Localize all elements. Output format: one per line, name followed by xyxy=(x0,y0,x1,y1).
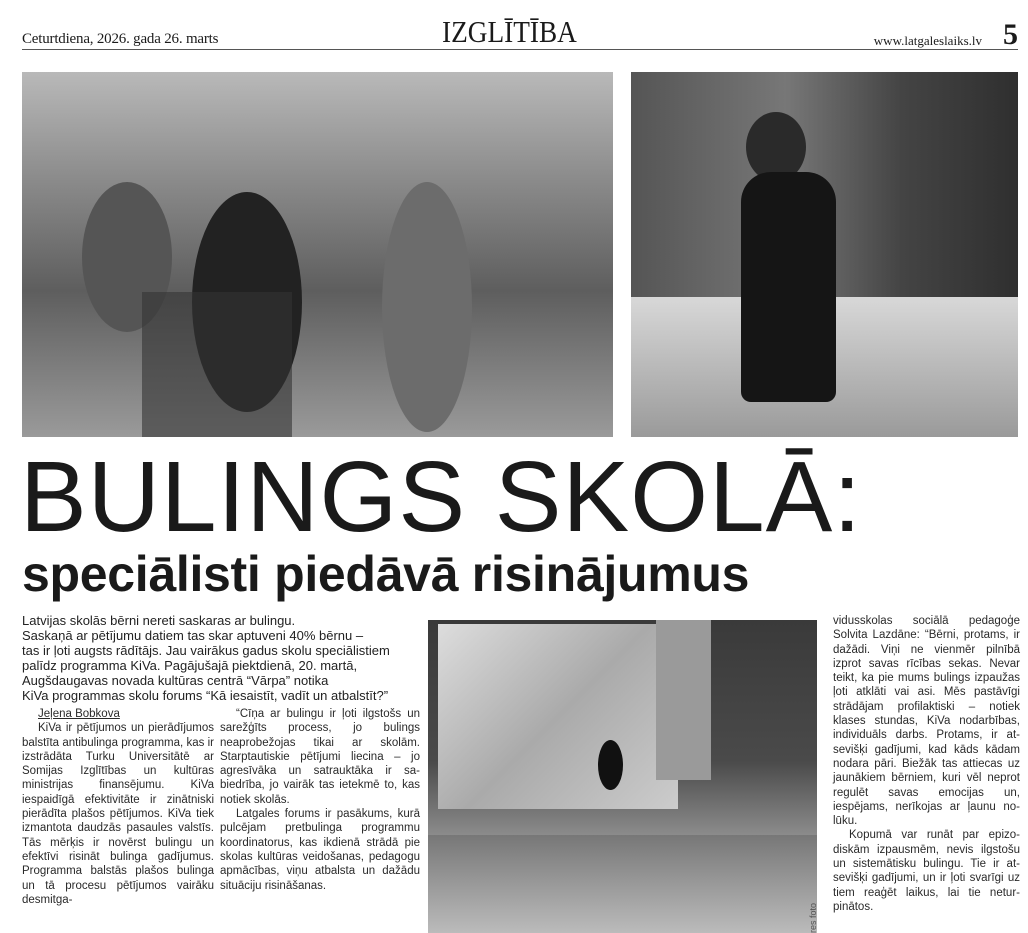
paragraph: Latgales forums ir pasākums, kurā pulcējam pretbulinga programmu koordinatorus, kas ikdienā strādā pie skolas kultūras veidošanas, pedagogu apmācības, viņu atbalsta un dažādu situāciju risināšanas. xyxy=(220,808,420,892)
page-number: 5 xyxy=(1003,18,1018,51)
photo-detail xyxy=(598,740,623,790)
paragraph: vidusskolas sociālā pedagoģe Solvita Lazdāne: “Bērni, protams, ir dažādi. Viņi ne vienmēr pilnībā izprot savas rīcības sekas. Nevar teikt, ka pie mums bulings izpaužas ļoti atklāti vai asi. Mēs pastāvīgi strādājam profilaktiski – notiek klases stundas, KiVa nodarbības, individuāls darbs. Protams, ir atsevišķi gadījumi, kad kāds kādam nodara pāri. Biežāk tas attiecas uz jaunākiem bērniem, kuri vēl neprot regulēt savas emocijas un, iespējams, nerīkojas ar ļaunu nolūku. xyxy=(833,615,1020,828)
photo-detail xyxy=(142,292,292,437)
paragraph: KiVa ir pētījumos un pierādījumos balstīta antibulinga programma, kas ir izstrādāta Turku Universitātē ar Somijas Izglītības un kultūras ministrijas finansējumu. KiVa iespaidīgā efektivitāte ir zinātniski pierādīta plašos pētījumos. KiVa tiek izmantota daudzās pasaules valstīs. Tās mērķis ir novērst bulingu un efektīvi risināt bulinga gadījumus. Programma balstās plašos bulinga un tā procesu pētījumos vairāku desmitga- xyxy=(22,722,214,906)
lead-line: KiVa programmas skolu forums “Kā iesaistīt, vadīt un atbalstīt?” xyxy=(22,688,389,703)
article-column-2 xyxy=(220,707,420,893)
photo-detail xyxy=(382,182,472,432)
forum-audience-photo xyxy=(22,72,613,437)
lead-line: Augšdaugavas novada kultūras centrā “Vārpa” notika xyxy=(22,673,329,688)
headline: BULINGS SKOLĀ: xyxy=(20,441,863,553)
speaker-on-stage-photo xyxy=(631,72,1018,437)
website-link[interactable]: www.latgaleslaiks.lv xyxy=(873,33,982,48)
paragraph: “Cīņa ar bulingu ir ļoti ilgstošs un sarežģīts process, jo bulings neaprobežojas tikai ar skolām. Starptautiskie pētījumi liecina – jo agresīvāka un satrauktāka ir sabiedrība, jo vairāk tas ietekmē to, kas notiek skolās. xyxy=(220,708,420,806)
forum-hall-photo xyxy=(428,620,817,933)
photo-detail xyxy=(741,172,836,402)
photo-credit: res foto xyxy=(808,902,818,933)
author-byline: Jeļena Bobkova xyxy=(38,708,120,720)
article-column-1 xyxy=(22,707,214,907)
lead-line: Saskaņā ar pētījumu datiem tas skar aptuveni 40% bērnu – xyxy=(22,628,364,643)
article-column-4 xyxy=(833,614,1020,914)
photo-detail xyxy=(656,620,711,780)
photo-detail xyxy=(428,835,817,933)
lead-line: tas ir ļoti augsts rādītājs. Jau vairākus gadus skolu speciālistiem xyxy=(22,643,390,658)
lead-line: Latvijas skolās bērni nereti saskaras ar bulingu. xyxy=(22,613,296,628)
issue-date: Ceturtdiena, 2026. gada 26. marts xyxy=(22,31,219,47)
section-title: IZGLĪTĪBA xyxy=(442,14,577,49)
page-header xyxy=(22,0,1018,50)
article-lead xyxy=(22,613,422,703)
presentation-screen xyxy=(438,624,678,809)
subheadline: speciālisti piedāvā risinājumus xyxy=(22,546,750,602)
paragraph: Kopumā var runāt par epizodiskām izpausmēm, nevis ilgstošu un sistemātisku bulingu. Tie ir atsevišķi gadījumi, un ir ļoti svarīgi uz tiem reaģēt laikus, lai tie neturpinātos. xyxy=(833,829,1020,913)
lead-line: palīdz programma KiVa. Pagājušajā piektdienā, 20. martā, xyxy=(22,658,358,673)
